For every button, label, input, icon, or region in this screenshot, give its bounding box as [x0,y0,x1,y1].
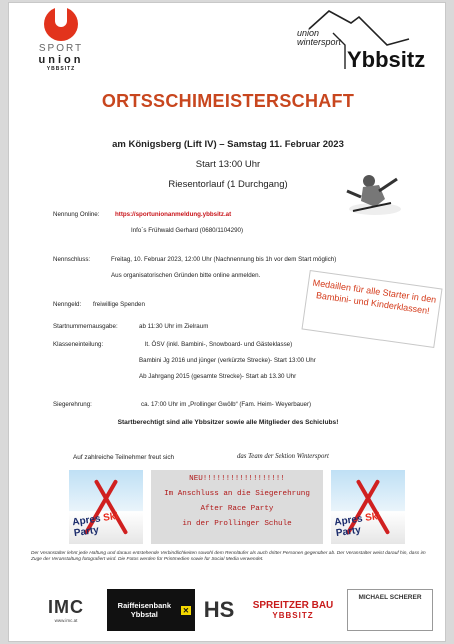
sponsor-bar [31,589,435,635]
party-banner-line: After Race Party [200,505,274,513]
registration-url-link[interactable]: https://sportunionanmeldung.ybbsitz.at [115,211,232,218]
page-title: ORTSSCHIMEISTERSCHAFT [101,91,355,111]
welcome-right: das Team der Sektion Wintersport [237,453,329,460]
bib-label: Startnummernausgabe: [53,323,118,330]
deadline-note: Aus organisatorischen Gründen bitte online anmelden. [111,272,261,279]
sportunion-emblem-icon [44,7,78,41]
apres-ski-poster-right: Apres Ski Party [331,470,405,544]
classes-line: Bambini Jg 2016 und jünger (verkürzte Strecke)- Start 13:00 Uhr [139,357,316,364]
sponsor-imc-logo: IMC www.imc.at [48,597,84,623]
sponsor-spreitzer-logo: SPREITZER BAU YBBSITZ [252,600,334,620]
event-race: Riesentorlauf (1 Durchgang) [168,179,288,190]
logo-union-text: union [38,54,84,66]
fee-value: freiwillige Spenden [93,301,145,308]
deadline-label: Nennschluss: [53,256,91,263]
classes-line: Ab Jahrgang 2015 (gesamte Strecke)- Start ab 13.30 Uhr [139,373,297,380]
logo-sport-text: SPORT [38,43,84,54]
party-banner [69,470,405,544]
awards-label: Siegerehrung: [53,401,92,408]
logo-place-text: YBBSITZ [46,66,76,72]
party-banner-line: in der Prollinger Schule [182,520,292,528]
registration-label: Nennung Online: [53,211,100,218]
welcome-left: Auf zahlreiche Teilnehmer freut sich [73,454,175,461]
fee-label: Nenngeld: [53,301,82,308]
classes-line: lt. ÖSV (inkl. Bambini-, Snowboard- und Gästeklasse) [145,341,293,348]
party-banner-line: NEU!!!!!!!!!!!!!!!!!! [189,475,285,483]
sponsor-raiffeisen-logo: Raiffeisenbank Ybbstal ✕ [107,589,195,631]
deadline-value: Freitag, 10. Februar 2023, 12:00 Uhr (Nachnennung bis 1h vor dem Start möglich) [111,256,337,263]
sponsor-hs-logo: HS [203,597,235,622]
medal-note: Medaillen für alle Starter in den Bambini- und Kinderklassen! [301,270,442,348]
event-start: Start 13:00 Uhr [195,159,261,170]
event-location-date: am Königsberg (Lift IV) – Samstag 11. Februar 2023 [112,139,344,150]
registration-info: Info´s Frühwald Gerhard (0680/1104290) [131,227,244,234]
sponsor-scherer-logo: MICHAEL SCHERER [347,589,433,631]
skier-icon [339,167,409,221]
flyer-page [8,2,446,642]
eligibility-note: Startberechtigt sind alle Ybbsitzer sowie alle Mitglieder des Schiclubs! [117,419,339,426]
disclaimer: Der Veranstalter lehnt jede Haftung und daraus entstehende Verbindlichkeiten sowohl dem Rennläufer als auch dritter Personen gegenüber ab. Der Veranstalter weist darauf hin, dass im Zuge der Veranstaltung fotografiert wird. Die Fotos werden für Printmedien sowie für Social Media verwendet. [31,551,426,563]
sportunion-logo [31,7,91,73]
classes-label: Klasseneinteilung: [53,341,104,348]
union-wintersport-logo [289,9,439,75]
apres-ski-poster-left: Apres Ski Party [69,470,143,544]
bib-value: ab 11:30 Uhr im Zielraum [139,323,209,330]
logo-union-line: union wintersport [297,28,342,47]
party-banner-line: Im Anschluss an die Siegerehrung [164,490,310,498]
party-banner-text [151,470,323,544]
logo-ybbsitz-text: Ybbsitz [347,47,426,72]
awards-value: ca. 17:00 Uhr im „Prollinger Gwölb“ (Fam. Heim- Weyerbauer) [141,401,312,408]
